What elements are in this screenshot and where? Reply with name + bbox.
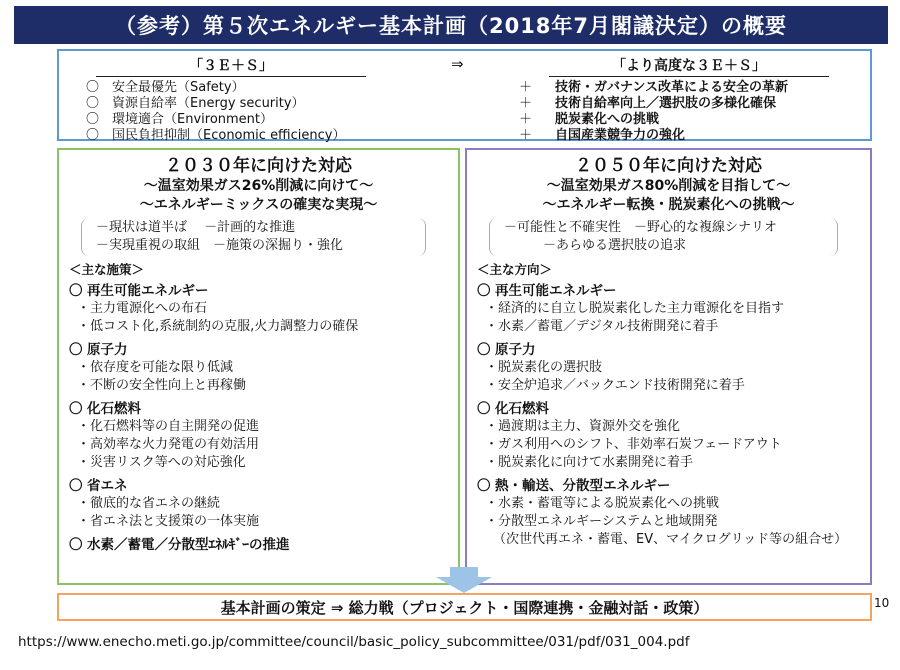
panel-2050-section-heading: ＜主な方向＞ [477,262,553,277]
panel-2050 [465,148,872,585]
source-url[interactable]: https://www.enecho.meti.go.jp/committee/council/basic_policy_subcommittee/031/pdf/031_004.pdf [18,634,690,650]
category-heading [69,477,448,495]
category-item: ・高効率な火力発電の有効活用 [77,437,260,452]
category-item: ・徹底的な省エネの継続 [77,496,221,511]
panel-2050-subtitle-1: ～温室効果ガス80%削減を目指して～ [546,178,791,194]
3e-s-item [86,112,426,128]
bullet-icon: 〇 [86,80,100,95]
panel-2030-title: ２０３０年に向けた対応 [165,156,352,176]
circle-icon: 〇 [477,478,491,494]
category-heading [477,282,860,300]
panel-2030-categories [69,282,448,554]
circle-icon: 〇 [477,283,491,299]
category-item: ・脱炭素化に向けて水素開発に着手 [485,455,694,470]
3e-s-item [86,96,426,112]
panel-2050-subtitle-2: ～エネルギー転換・脱炭素化への挑戦～ [542,197,795,213]
panel-2050-title: ２０５０年に向けた対応 [575,156,762,176]
category-item: ・依存度を可能な限り低減 [77,360,234,375]
item-text: 環境適合（Environment） [112,112,274,127]
bullet-icon: ＋ [519,96,533,111]
circle-icon: 〇 [477,401,491,417]
category-heading [69,341,448,359]
advanced-3e-s-list [519,80,859,144]
category-item: ・災害リスク等への対応強化 [77,455,246,470]
category-heading [69,536,448,554]
principles-box [57,49,872,141]
advanced-3e-s-item [519,112,859,128]
advanced-3e-s-item [519,128,859,144]
category-heading [477,477,860,495]
bracket-row: －実現重視の取組 －施策の深掘り・強化 [96,238,344,253]
bullet-icon: 〇 [86,128,100,143]
category-heading [69,400,448,418]
category-item: ・安全炉追求／バックエンド技術開発に着手 [485,378,745,393]
category-name: 水素／蓄電／分散型ｴﾈﾙｷﾞｰの推進 [87,537,290,553]
conclusion-box: 基本計画の策定 ⇒ 総力戦（プロジェクト・国際連携・金融対話・政策） [57,593,872,621]
panel-2030 [57,148,460,585]
3e-s-item [86,128,426,144]
category-heading [69,282,448,300]
item-text: 技術自給率向上／選択肢の多様化確保 [555,96,777,111]
bullet-icon: 〇 [86,112,100,127]
right-arrow-icon: ⇒ [451,55,464,73]
category-item: ・水素／蓄電／デジタル技術開発に着手 [485,319,719,334]
category-name: 化石燃料 [495,401,549,417]
panel-2050-categories [477,282,860,549]
bullet-icon: ＋ [519,128,533,143]
category-item: ・ガス利用へのシフト、非効率石炭フェードアウト [485,437,782,452]
panel-2030-bracket-box [81,218,426,256]
page-number: 10 [874,596,890,610]
category-name: 再生可能エネルギー [87,283,209,299]
category-heading [477,400,860,418]
circle-icon: 〇 [69,537,83,553]
item-text: 技術・ガバナンス改革による安全の革新 [555,80,788,95]
panel-2030-subtitle-1: ～温室効果ガス26%削減に向けて～ [143,178,374,194]
bracket-row: －あらゆる選択肢の追求 [504,238,687,253]
advanced-3e-s-item [519,96,859,112]
advanced-3e-s-item [519,80,859,96]
category-item: ・不断の安全性向上と再稼働 [77,378,247,393]
bracket-row: －可能性と不確実性 －野心的な複線シナリオ [504,220,777,235]
circle-icon: 〇 [69,401,83,417]
item-text: 資源自給率（Energy security） [112,96,305,111]
item-text: 自国産業競争力の強化 [555,128,686,143]
circle-icon: 〇 [477,342,491,358]
3e-s-item [86,80,426,96]
category-item: ・化石燃料等の自主開発の促進 [77,419,260,434]
category-item: ・省エネ法と支援策の一体実施 [77,514,260,529]
3e-s-heading: 「３Ｅ＋Ｓ」 [96,55,366,77]
category-name: 省エネ [87,478,128,494]
panel-2050-bracket-box [489,218,838,256]
category-item: ・経済的に自立し脱炭素化した主力電源化を目指す [485,301,785,316]
category-name: 原子力 [495,342,536,358]
circle-icon: 〇 [69,478,83,494]
bullet-icon: ＋ [519,112,533,127]
panel-2030-subtitle-2: ～エネルギーミックスの確実な実現～ [139,197,378,213]
category-name: 原子力 [87,342,128,358]
category-item: ・過渡期は主力、資源外交を強化 [485,419,681,434]
category-item: ・脱炭素化の選択肢 [485,360,603,375]
category-item: ・低コスト化,系統制約の克服,火力調整力の確保 [77,319,359,334]
category-heading [477,341,860,359]
item-text: 安全最優先（Safety） [112,80,245,95]
category-item: ・主力電源化への布石 [77,301,208,316]
circle-icon: 〇 [69,283,83,299]
panel-2030-section-heading: ＜主な施策＞ [69,262,145,277]
bracket-row: －現状は道半ば －計画的な推進 [96,220,296,235]
advanced-3e-s-heading: 「より高度な３Ｅ＋Ｓ」 [549,55,829,77]
category-name: 化石燃料 [87,401,141,417]
category-name: 熱・輸送、分散型エネルギー [495,478,671,494]
3e-s-column [86,55,426,144]
advanced-3e-s-column [519,55,859,144]
category-name: 再生可能エネルギー [495,283,617,299]
category-item: ・水素・蓄電等による脱炭素化への挑戦 [485,496,720,511]
category-note: （次世代再エネ・蓄電、EV、マイクログリッド等の組合せ） [493,532,848,547]
3e-s-list [86,80,426,144]
bullet-icon: 〇 [86,96,100,111]
item-text: 脱炭素化への挑戦 [555,112,660,127]
down-arrow-icon [434,567,494,593]
circle-icon: 〇 [69,342,83,358]
slide-title: （参考）第５次エネルギー基本計画（2018年7月閣議決定）の概要 [14,6,888,44]
category-item: ・分散型エネルギーシステムと地域開発 [485,514,718,529]
item-text: 国民負担抑制（Economic efficiency） [112,128,346,143]
bullet-icon: ＋ [519,80,533,95]
